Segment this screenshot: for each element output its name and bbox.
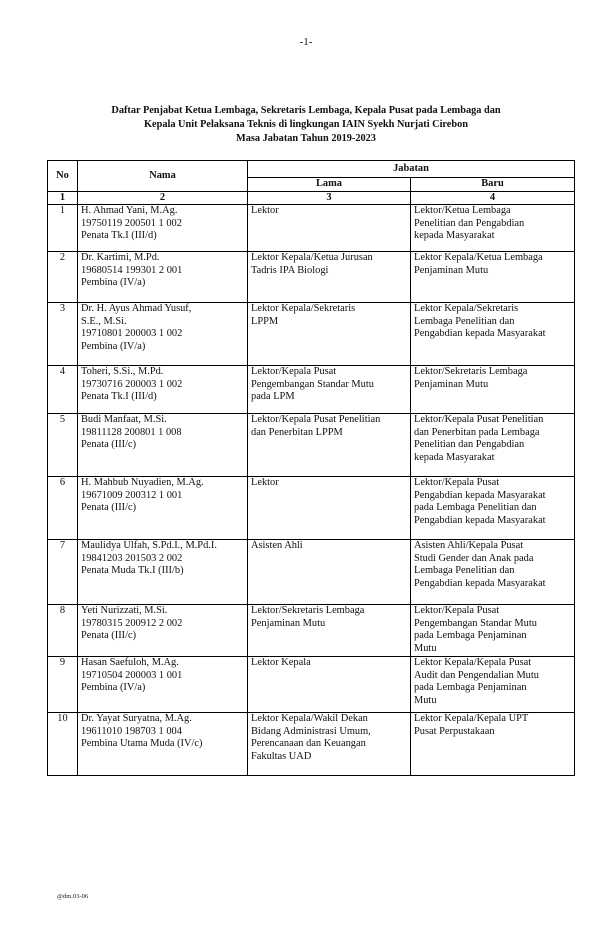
cell-lama [248, 414, 411, 477]
baru-line: Mutu [414, 642, 437, 654]
nama-line: Penata Tk.I (III/d) [81, 230, 157, 242]
lama-line: Lektor/Kepala Pusat Penelitian [251, 414, 381, 426]
lama-line: Lektor Kepala/Ketua Jurusan [251, 252, 373, 264]
cell-lama [248, 303, 411, 366]
cell-baru [411, 657, 575, 713]
cell-no: 7 [48, 540, 78, 605]
header-lama: Lama [248, 178, 411, 192]
baru-line: Lembaga Penelitian dan [414, 315, 515, 327]
nama-line: Pembina Utama Muda (IV/c) [81, 738, 203, 750]
cell-no: 10 [48, 713, 78, 776]
cell-baru [411, 252, 575, 303]
nama-line: 19841203 201503 2 002 [81, 552, 183, 564]
lama-line: pada LPM [251, 391, 295, 403]
nama-line: H. Mahbub Nuyadien, M.Ag. [81, 477, 204, 489]
baru-line: Lektor/Kepala Pusat [414, 605, 500, 617]
cell-baru [411, 205, 575, 252]
baru-line: dan Penerbitan pada Lembaga [414, 426, 540, 438]
nama-line: Penata (III/c) [81, 439, 137, 451]
nama-line: Penata Tk.I (III/d) [81, 391, 157, 403]
baru-line: Mutu [414, 694, 437, 706]
lama-line: LPPM [251, 315, 279, 327]
header-baru: Baru [411, 178, 575, 192]
baru-line: Lektor Kepala/Ketua Lembaga [414, 252, 543, 264]
baru-line: Lektor/Ketua Lembaga [414, 205, 511, 217]
cell-nama [78, 414, 248, 477]
column-number: 2 [78, 191, 248, 205]
baru-line: pada Lembaga Penjaminan [414, 682, 527, 694]
table-body [48, 205, 575, 776]
baru-line: Lektor/Sekretaris Lembaga [414, 366, 528, 378]
lama-line: Tadris IPA Biologi [251, 264, 329, 276]
lama-line: Fakultas UAD [251, 750, 312, 762]
baru-line: Pusat Perpustakaan [414, 725, 495, 737]
title-line-1: Daftar Penjabat Ketua Lembaga, Sekretaris Lembaga, Kepala Pusat pada Lembaga dan [111, 105, 501, 116]
baru-line: kepada Masyarakat [414, 230, 495, 242]
cell-baru [411, 540, 575, 605]
cell-nama [78, 205, 248, 252]
baru-line: pada Lembaga Penelitian dan [414, 502, 537, 514]
cell-lama [248, 366, 411, 414]
baru-line: Penelitian dan Pengabdian [414, 439, 525, 451]
table-row [48, 205, 575, 252]
nama-line: Toheri, S.Si., M.Pd. [81, 366, 164, 378]
table-row [48, 366, 575, 414]
nama-line: Dr. Kartimi, M.Pd. [81, 252, 160, 264]
cell-baru [411, 303, 575, 366]
nama-line: 19611010 198703 1 004 [81, 725, 182, 737]
baru-line: Audit dan Pengendalian Mutu [414, 669, 539, 681]
cell-baru [411, 713, 575, 776]
cell-lama [248, 657, 411, 713]
column-number: 4 [411, 191, 575, 205]
nama-line: Pembina (IV/a) [81, 277, 146, 289]
baru-line: Pengembangan Standar Mutu [414, 617, 537, 629]
table-row [48, 713, 575, 776]
title-line-3: Masa Jabatan Tahun 2019-2023 [236, 133, 376, 144]
nama-line: 19780315 200912 2 002 [81, 617, 183, 629]
table-row [48, 477, 575, 540]
lama-line: Pengembangan Standar Mutu [251, 378, 374, 390]
table-row [48, 252, 575, 303]
baru-line: Penjaminan Mutu [414, 264, 489, 276]
cell-lama [248, 605, 411, 657]
cell-lama [248, 205, 411, 252]
nama-line: Maulidya Ulfah, S.Pd.I., M.Pd.I. [81, 540, 217, 552]
baru-line: kepada Masyarakat [414, 451, 495, 463]
column-number: 3 [248, 191, 411, 205]
table-row [48, 303, 575, 366]
header-jabatan: Jabatan [248, 161, 575, 178]
nama-line: 19750119 200501 1 002 [81, 217, 182, 229]
header-no: No [48, 161, 78, 192]
cell-no: 6 [48, 477, 78, 540]
baru-line: Lektor Kepala/Kepala UPT [414, 713, 529, 725]
baru-line: Penelitian dan Pengabdian [414, 217, 525, 229]
baru-line: Pengabdian kepada Masyarakat [414, 489, 546, 501]
cell-baru [411, 605, 575, 657]
baru-line: Pengabdian kepada Masyarakat [414, 514, 546, 526]
cell-baru [411, 366, 575, 414]
lama-line: Lektor/Kepala Pusat [251, 366, 337, 378]
document-title [0, 104, 612, 146]
cell-no: 4 [48, 366, 78, 414]
page-number: -1- [299, 36, 313, 48]
nama-line: 19671009 200312 1 001 [81, 489, 183, 501]
baru-line: Penjaminan Mutu [414, 378, 489, 390]
nama-line: Penata Muda Tk.I (III/b) [81, 565, 184, 577]
cell-baru [411, 477, 575, 540]
lama-line: Penjaminan Mutu [251, 617, 326, 629]
baru-line: Asisten Ahli/Kepala Pusat [414, 540, 524, 552]
lama-line: Asisten Ahli [251, 540, 303, 552]
nama-line: Dr. H. Ayus Ahmad Yusuf, [81, 303, 192, 315]
cell-nama [78, 252, 248, 303]
lama-line: Lektor [251, 477, 279, 489]
lama-line: Lektor/Sekretaris Lembaga [251, 605, 365, 617]
baru-line: Pengabdian kepada Masyarakat [414, 577, 546, 589]
lama-line: Lektor Kepala/Sekretaris [251, 303, 356, 315]
header-nama: Nama [78, 161, 248, 192]
cell-lama [248, 477, 411, 540]
nama-line: 19710504 200003 1 001 [81, 669, 183, 681]
nama-line: Pembina (IV/a) [81, 340, 146, 352]
lama-line: Perencanaan dan Keuangan [251, 738, 366, 750]
nama-line: H. Ahmad Yani, M.Ag. [81, 205, 178, 217]
table-row [48, 540, 575, 605]
cell-no: 1 [48, 205, 78, 252]
table-row [48, 605, 575, 657]
table-row [48, 414, 575, 477]
lama-line: Lektor Kepala [251, 657, 311, 669]
nama-line: Hasan Saefuloh, M.Ag. [81, 657, 179, 669]
cell-nama [78, 713, 248, 776]
baru-line: Pengabdian kepada Masyarakat [414, 328, 546, 340]
lama-line: dan Penerbitan LPPM [251, 426, 343, 438]
cell-nama [78, 657, 248, 713]
baru-line: Studi Gender dan Anak pada [414, 552, 534, 564]
cell-nama [78, 303, 248, 366]
table-row [48, 657, 575, 713]
nama-line: Yeti Nurizzati, M.Si. [81, 605, 168, 617]
lama-line: Bidang Administrasi Umum, [251, 725, 371, 737]
nama-line: Pembina (IV/a) [81, 682, 146, 694]
cell-lama [248, 713, 411, 776]
lama-line: Lektor Kepala/Wakil Dekan [251, 713, 368, 725]
baru-line: Lektor/Kepala Pusat [414, 477, 500, 489]
cell-lama [248, 540, 411, 605]
baru-line: Lektor Kepala/Sekretaris [414, 303, 519, 315]
nama-line: 19811128 200801 1 008 [81, 426, 182, 438]
baru-line: Lektor Kepala/Kepala Pusat [414, 657, 532, 669]
cell-nama [78, 477, 248, 540]
cell-nama [78, 605, 248, 657]
officials-table [47, 160, 575, 776]
cell-no: 5 [48, 414, 78, 477]
column-number: 1 [48, 191, 78, 205]
nama-line: Budi Manfaat, M.Si. [81, 414, 167, 426]
cell-baru [411, 414, 575, 477]
cell-nama [78, 366, 248, 414]
title-line-2: Kepala Unit Pelaksana Teknis di lingkungan IAIN Syekh Nurjati Cirebon [144, 119, 468, 130]
baru-line: Lembaga Penelitian dan [414, 565, 515, 577]
nama-line: S.E., M.Si. [81, 315, 127, 327]
lama-line: Lektor [251, 205, 279, 217]
nama-line: 19730716 200003 1 002 [81, 378, 183, 390]
nama-line: Penata (III/c) [81, 502, 137, 514]
nama-line: Dr. Yayat Suryatna, M.Ag. [81, 713, 192, 725]
document-code: @dm.03-06 [57, 893, 89, 900]
cell-lama [248, 252, 411, 303]
cell-no: 8 [48, 605, 78, 657]
cell-no: 3 [48, 303, 78, 366]
nama-line: 19710801 200003 1 002 [81, 328, 183, 340]
cell-nama [78, 540, 248, 605]
baru-line: Lektor/Kepala Pusat Penelitian [414, 414, 544, 426]
nama-line: Penata (III/c) [81, 630, 137, 642]
cell-no: 9 [48, 657, 78, 713]
baru-line: pada Lembaga Penjaminan [414, 630, 527, 642]
cell-no: 2 [48, 252, 78, 303]
nama-line: 19680514 199301 2 001 [81, 264, 183, 276]
